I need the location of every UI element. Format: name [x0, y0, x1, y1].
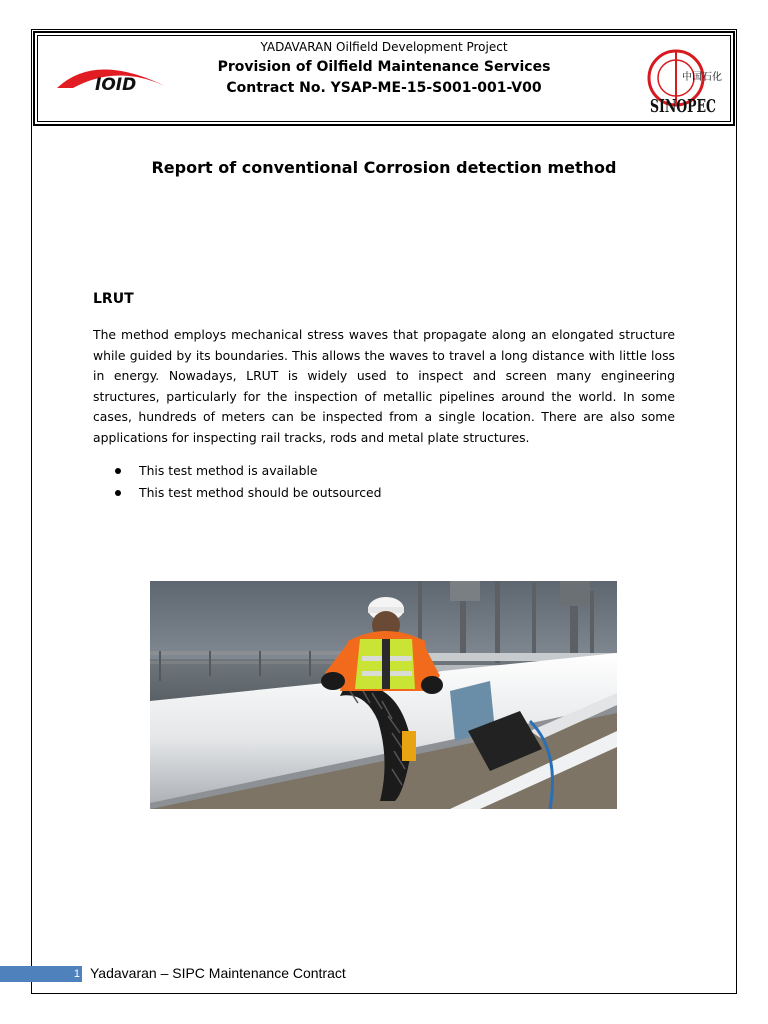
section-heading: LRUT: [93, 291, 134, 307]
header-project: YADAVARAN Oilfield Development Project: [260, 40, 508, 54]
svg-text:SINOPEC: SINOPEC: [650, 96, 716, 117]
bullet-item: [93, 483, 653, 505]
bullet-text: This test method is available: [139, 463, 318, 478]
bullet-text: This test method should be outsourced: [139, 485, 382, 500]
header-service: Provision of Oilfield Maintenance Services: [217, 59, 551, 75]
footer-text: Yadavaran – SIPC Maintenance Contract: [90, 965, 346, 981]
svg-text:中国石化: 中国石化: [682, 72, 722, 83]
svg-text:IOID: IOID: [95, 75, 137, 95]
bullet-icon: [115, 468, 121, 474]
page-number: 1: [73, 968, 80, 980]
bullet-icon: [115, 490, 121, 496]
document-title: Report of conventional Corrosion detection method: [151, 158, 617, 177]
lrut-inspection-photo: [150, 581, 617, 809]
bullet-item: [93, 461, 653, 483]
body-paragraph: The method employs mechanical stress waves that propagate along an elongated structure while guided by its boundaries. This allows the waves to travel a long distance with little loss in energy. Nowadays, LRUT is widely used to inspect and screen many engineering structures, particularly for the inspection of metallic pipelines around the world. In some cases, hundreds of meters can be inspected from a single location. There are also some applications for inspecting rail tracks, rods and metal plate structures.: [93, 327, 675, 445]
header-contract: Contract No. YSAP-ME-15-S001-001-V00: [226, 80, 542, 96]
bullet-list: [93, 461, 653, 505]
